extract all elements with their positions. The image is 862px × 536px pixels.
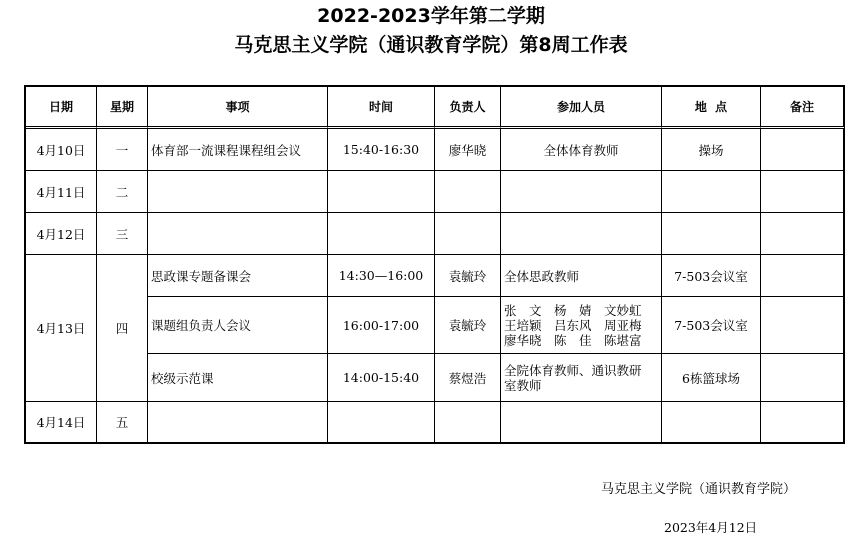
- header-weekday: 星期: [97, 87, 148, 129]
- cell-participants: [501, 354, 662, 402]
- table-row: [26, 129, 845, 171]
- cell-participants: 全体思政教师: [501, 255, 662, 297]
- cell-time: [328, 213, 435, 255]
- header-participants: 参加人员: [501, 87, 662, 129]
- cell-location: [662, 171, 761, 213]
- cell-location: 6栋篮球场: [662, 354, 761, 402]
- cell-date: 4月14日: [26, 402, 97, 444]
- cell-location: [662, 213, 761, 255]
- participants-line: 王培颖 吕东风 周亚梅: [504, 317, 642, 333]
- table-row: [26, 402, 845, 444]
- cell-time: 14:30—16:00: [328, 255, 435, 297]
- document-title-term: 2022-2023学年第二学期: [317, 5, 545, 27]
- cell-time: 16:00-17:00: [328, 297, 435, 354]
- participants-line: 室教师: [504, 377, 542, 393]
- cell-owner: 袁毓玲: [435, 297, 501, 354]
- cell-date: 4月11日: [26, 171, 97, 213]
- cell-location: 操场: [662, 129, 761, 171]
- table-row: [26, 171, 845, 213]
- cell-time: 15:40-16:30: [328, 129, 435, 171]
- header-time: 时间: [328, 87, 435, 129]
- header-owner: 负责人: [435, 87, 501, 129]
- cell-location: 7-503会议室: [662, 255, 761, 297]
- cell-owner: [435, 402, 501, 444]
- cell-notes: [761, 129, 845, 171]
- cell-owner: 蔡煜浩: [435, 354, 501, 402]
- participants-line: 张 文 杨 婧 文妙虹: [504, 302, 642, 318]
- cell-participants: [501, 171, 662, 213]
- header-notes: 备注: [761, 87, 845, 129]
- cell-item: [148, 171, 328, 213]
- table-row: [26, 354, 845, 402]
- table-row: [26, 213, 845, 255]
- cell-owner: [435, 213, 501, 255]
- cell-weekday: 五: [97, 402, 148, 444]
- cell-participants: [501, 402, 662, 444]
- cell-time: [328, 402, 435, 444]
- header-location: 地 点: [662, 87, 761, 129]
- cell-participants: [501, 297, 662, 354]
- cell-participants: [501, 213, 662, 255]
- cell-notes: [761, 171, 845, 213]
- cell-item: [148, 213, 328, 255]
- document-title-schedule: 马克思主义学院（通识教育学院）第8周工作表: [234, 34, 628, 56]
- cell-location: 7-503会议室: [662, 297, 761, 354]
- cell-notes: [761, 354, 845, 402]
- cell-notes: [761, 402, 845, 444]
- cell-weekday: 一: [97, 129, 148, 171]
- cell-item: 课题组负责人会议: [148, 297, 328, 354]
- cell-notes: [761, 255, 845, 297]
- cell-weekday: 四: [97, 255, 148, 402]
- cell-owner: 袁毓玲: [435, 255, 501, 297]
- cell-item: [148, 402, 328, 444]
- cell-time: [328, 171, 435, 213]
- weekly-schedule-table: [24, 85, 845, 444]
- table-row: [26, 297, 845, 354]
- cell-date: 4月12日: [26, 213, 97, 255]
- header-item: 事项: [148, 87, 328, 129]
- cell-location: [662, 402, 761, 444]
- cell-item: 校级示范课: [148, 354, 328, 402]
- cell-owner: [435, 171, 501, 213]
- cell-notes: [761, 297, 845, 354]
- cell-notes: [761, 213, 845, 255]
- table-row: [26, 255, 845, 297]
- header-date: 日期: [26, 87, 97, 129]
- participants-line: 全院体育教师、通识教研: [504, 362, 642, 378]
- issuing-organization: 马克思主义学院（通识教育学院）: [601, 482, 797, 497]
- cell-participants: 全体体育教师: [501, 129, 662, 171]
- cell-time: 14:00-15:40: [328, 354, 435, 402]
- participants-line: 廖华晓 陈 佳 陈堪富: [504, 332, 642, 348]
- cell-owner: 廖华晓: [435, 129, 501, 171]
- table-header-row: [26, 87, 845, 129]
- cell-weekday: 二: [97, 171, 148, 213]
- cell-weekday: 三: [97, 213, 148, 255]
- cell-date: 4月13日: [26, 255, 97, 402]
- cell-item: 体育部一流课程课程组会议: [148, 129, 328, 171]
- cell-item: 思政课专题备课会: [148, 255, 328, 297]
- issue-date: 2023年4月12日: [664, 520, 758, 535]
- cell-date: 4月10日: [26, 129, 97, 171]
